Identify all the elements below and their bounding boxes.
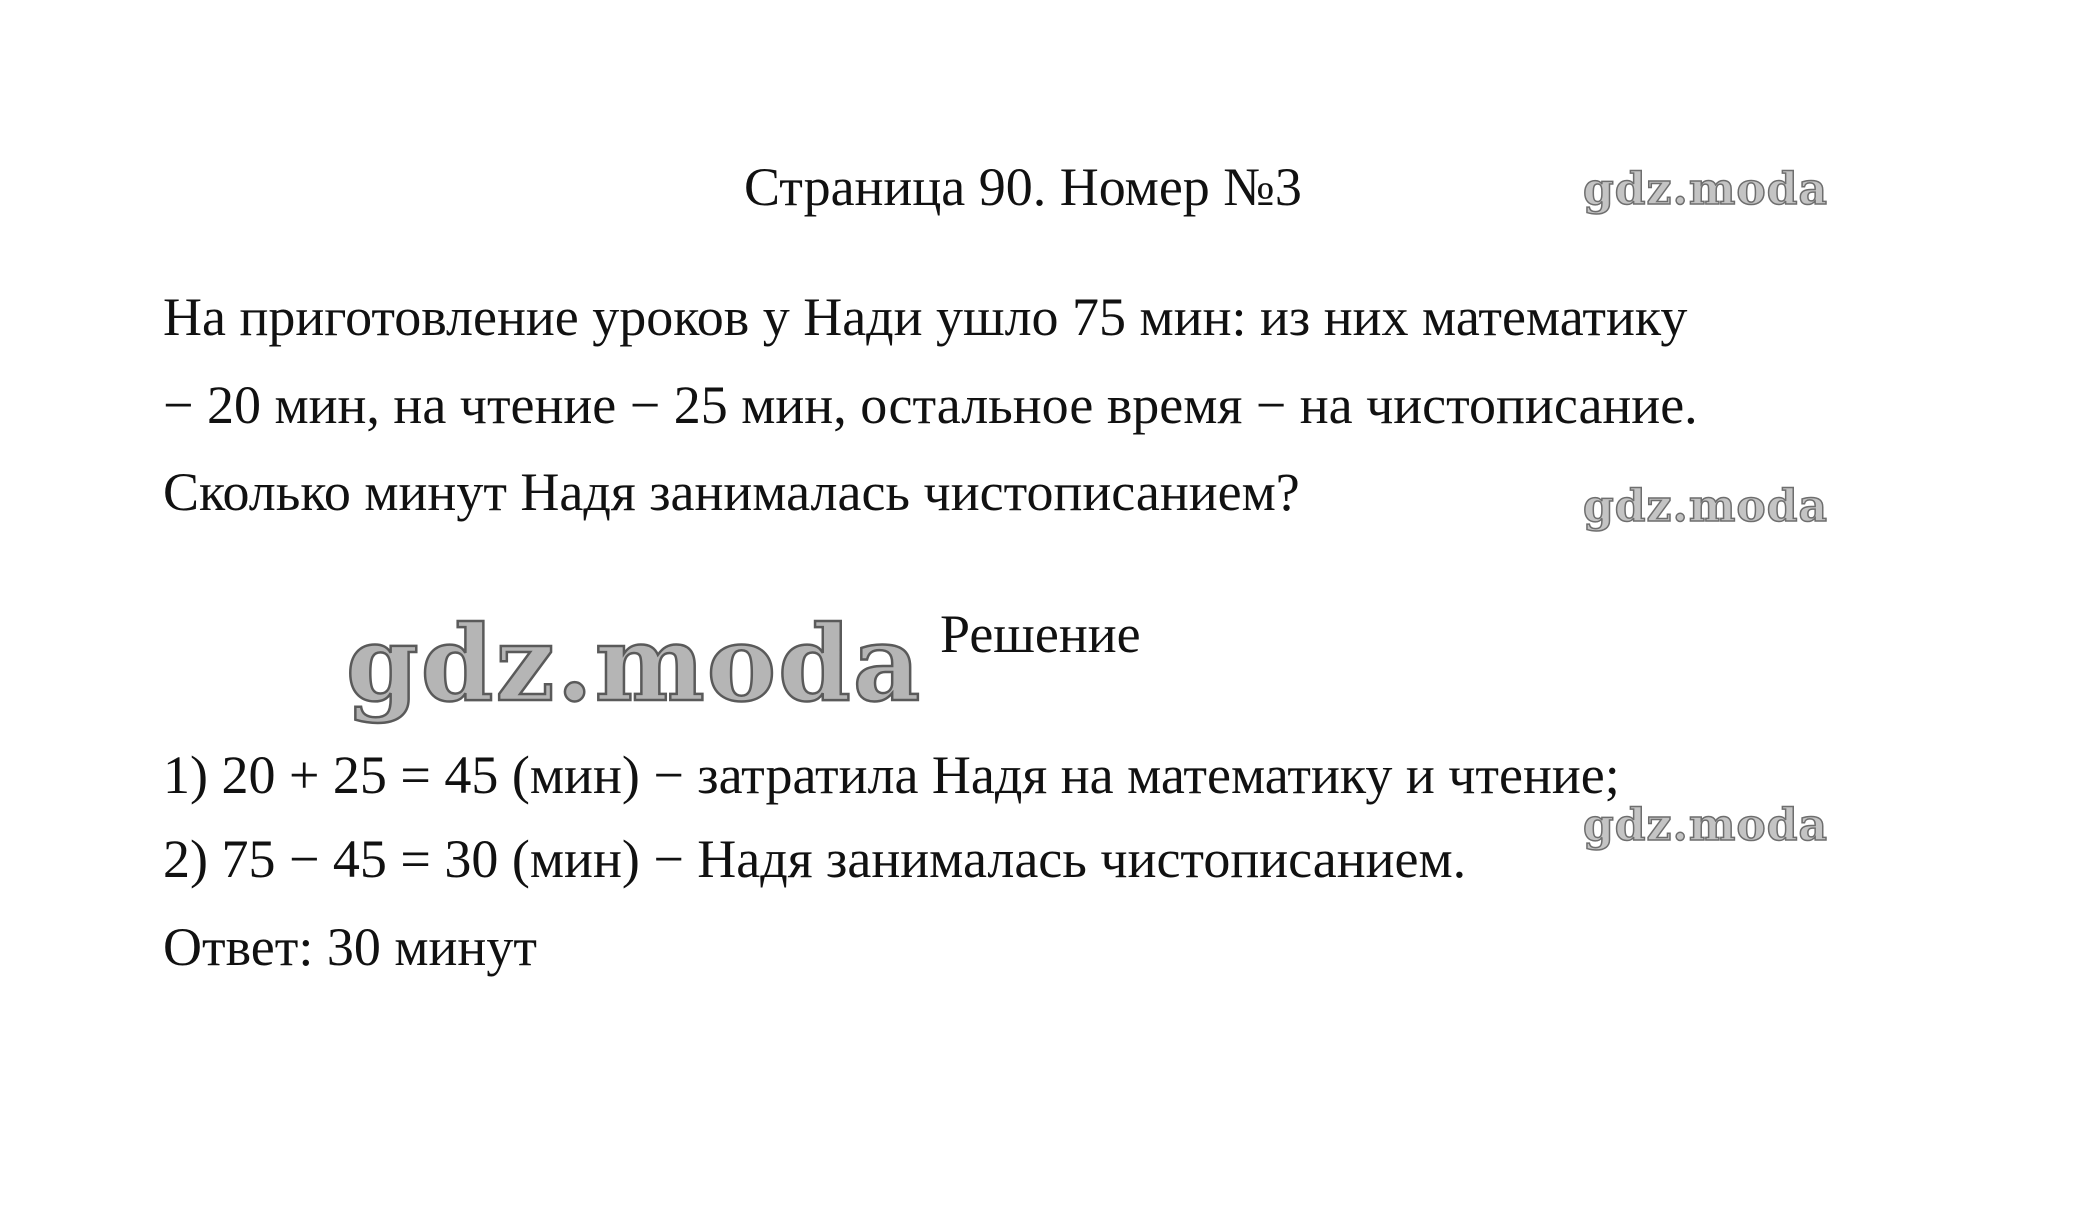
- solution-step-2: 2) 75 − 45 = 30 (мин) − Надя занималась чистописанием.: [163, 829, 1467, 889]
- watermark-large: gdz.moda: [346, 602, 923, 725]
- watermark-top: gdz.moda: [1583, 164, 1829, 215]
- watermark-bottom: gdz.moda: [1583, 800, 1829, 851]
- solution-step-1: 1) 20 + 25 = 45 (мин) − затратила Надя на математику и чтение;: [163, 745, 1620, 805]
- problem-line-3: Сколько минут Надя занималась чистописанием?: [163, 462, 1300, 522]
- problem-line-1: На приготовление уроков у Нади ушло 75 мин: из них математику: [163, 287, 1688, 347]
- problem-line-2: − 20 мин, на чтение − 25 мин, остальное время − на чистописание.: [163, 375, 1698, 435]
- watermark-middle: gdz.moda: [1583, 481, 1829, 532]
- page-title: Страница 90. Номер №3: [744, 157, 1302, 217]
- solution-heading: Решение: [940, 604, 1141, 664]
- answer: Ответ: 30 минут: [163, 917, 537, 977]
